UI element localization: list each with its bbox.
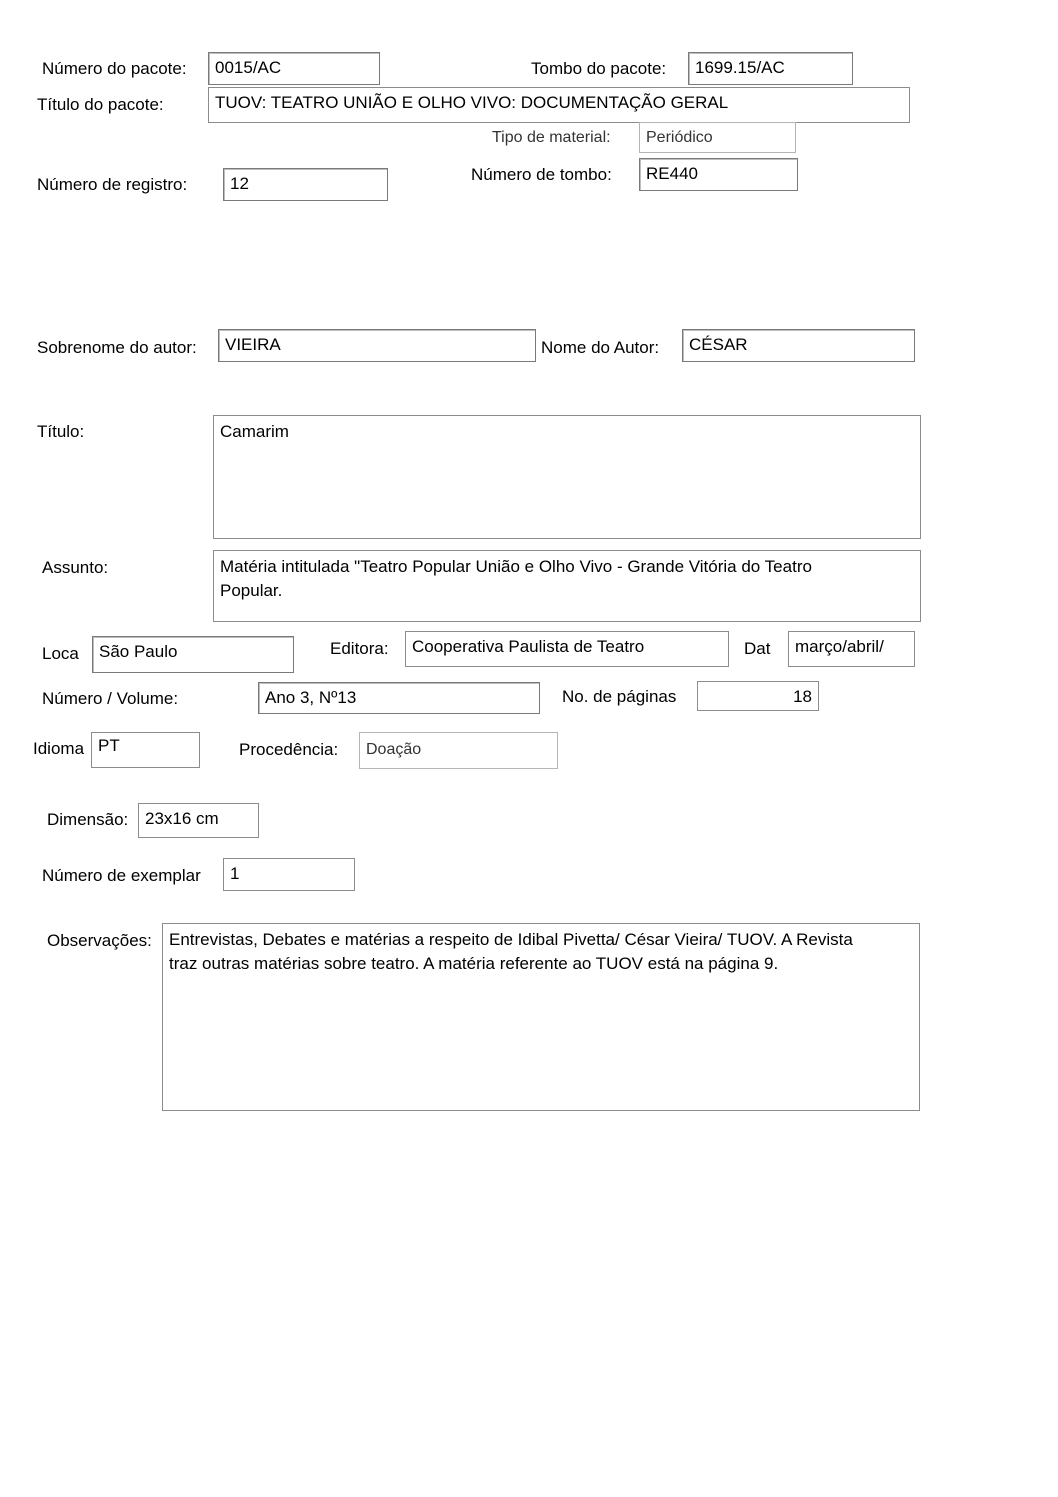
origin-field[interactable]: Doação (359, 732, 558, 769)
place-field[interactable]: São Paulo (92, 636, 294, 673)
package-tombo-label: Tombo do pacote: (531, 59, 667, 78)
package-title-field[interactable]: TUOV: TEATRO UNIÃO E OLHO VIVO: DOCUMENTAÇÃO GERAL (208, 87, 910, 123)
volume-label: Número / Volume: (42, 689, 179, 708)
material-type-field[interactable]: Periódico (639, 122, 796, 153)
publisher-label: Editora: (330, 639, 389, 658)
package-title-label: Título do pacote: (37, 95, 164, 114)
author-surname-field[interactable]: VIEIRA (218, 329, 536, 362)
volume-field[interactable]: Ano 3, Nº13 (258, 682, 540, 714)
date-label: Dat (744, 639, 771, 658)
place-label: Loca (42, 644, 79, 663)
date-field[interactable]: março/abril/ (788, 631, 915, 667)
author-name-label: Nome do Autor: (541, 338, 660, 357)
registry-tombo-label: Número de tombo: (471, 165, 612, 184)
package-number-label: Número do pacote: (42, 59, 187, 78)
material-type-label: Tipo de material: (492, 129, 611, 146)
registry-number-label: Número de registro: (37, 175, 188, 194)
dimension-field[interactable]: 23x16 cm (138, 803, 259, 838)
origin-label: Procedência: (239, 740, 339, 759)
package-tombo-field[interactable]: 1699.15/AC (688, 52, 853, 85)
copy-number-label: Número de exemplar (42, 866, 201, 885)
notes-field[interactable]: Entrevistas, Debates e matérias a respeito de Idibal Pivetta/ César Vieira/ TUOV. A Revista traz outras matérias sobre teatro. A matéria referente ao TUOV está na página 9. (162, 923, 920, 1111)
publisher-field[interactable]: Cooperativa Paulista de Teatro (405, 631, 729, 667)
notes-label: Observações: (47, 931, 152, 950)
language-label: Idioma (33, 739, 85, 758)
registry-tombo-field[interactable]: RE440 (639, 158, 798, 191)
pages-field[interactable]: 18 (697, 681, 819, 711)
subject-field[interactable]: Matéria intitulada "Teatro Popular União e Olho Vivo - Grande Vitória do Teatro Popular. (213, 550, 921, 622)
title-field[interactable]: Camarim (213, 415, 921, 539)
subject-label: Assunto: (42, 558, 109, 577)
title-label: Título: (37, 422, 85, 441)
copy-number-field[interactable]: 1 (223, 858, 355, 891)
package-number-field[interactable]: 0015/AC (208, 52, 380, 85)
author-surname-label: Sobrenome do autor: (37, 338, 197, 357)
author-name-field[interactable]: CÉSAR (682, 329, 915, 362)
pages-label: No. de páginas (562, 687, 677, 706)
language-field[interactable]: PT (91, 732, 200, 768)
dimension-label: Dimensão: (47, 810, 129, 829)
registry-number-field[interactable]: 12 (223, 168, 388, 201)
